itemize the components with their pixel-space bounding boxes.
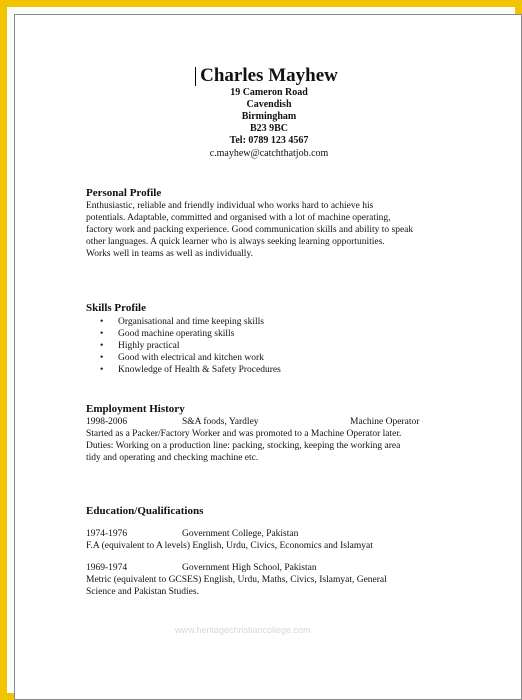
list-item — [86, 316, 454, 328]
cv-header — [15, 65, 522, 160]
education-row — [86, 528, 454, 540]
candidate-name-text: Charles Mayhew — [200, 65, 338, 86]
profile-line: potentials. Adaptable, committed and organised with a lot of machine operating, — [86, 213, 391, 223]
qualification-line: Science and Pakistan Studies. — [86, 587, 199, 597]
qualification-line: Metric (equivalent to GCSES) English, Urdu, Maths, Civics, Islamyat, General — [86, 575, 387, 585]
employment-row — [86, 416, 454, 428]
skill-text: Good machine operating skills — [118, 329, 235, 339]
job-title: Machine Operator — [350, 417, 420, 427]
skill-text: Organisational and time keeping skills — [118, 317, 264, 327]
bullet-icon: • — [100, 365, 104, 375]
bullet-icon: • — [100, 329, 104, 339]
employment-years: 1998-2006 — [86, 417, 128, 427]
institution: Government High School, Pakistan — [182, 563, 317, 573]
bullet-icon: • — [100, 341, 104, 351]
section-heading: Skills Profile — [86, 302, 146, 314]
employment-history-section — [86, 403, 454, 464]
profile-line: other languages. A quick learner who is always seeking learning opportunities. — [86, 237, 385, 247]
address-line: 19 Cameron Road — [230, 87, 308, 98]
skill-text: Highly practical — [118, 341, 180, 351]
employment-line: Started as a Packer/Factory Worker and was promoted to a Machine Operator later. — [86, 429, 402, 439]
watermark: www.heritagechristiancollege.com — [175, 625, 311, 635]
skill-text: Knowledge of Health & Safety Procedures — [118, 365, 281, 375]
telephone: Tel: 0789 123 4567 — [229, 135, 309, 146]
bullet-icon: • — [100, 317, 104, 327]
education-years: 1969-1974 — [86, 563, 128, 573]
section-heading: Education/Qualifications — [86, 505, 204, 517]
personal-profile-section — [86, 187, 454, 260]
address-line: Birmingham — [241, 111, 297, 122]
employer: S&A foods, Yardley — [182, 417, 259, 427]
skill-text: Good with electrical and kitchen work — [118, 353, 264, 363]
institution: Government College, Pakistan — [182, 529, 299, 539]
candidate-name — [15, 65, 522, 87]
text-cursor — [195, 67, 196, 86]
qualification-line: F.A (equivalent to A levels) English, Urdu, Civics, Economics and Islamyat — [86, 541, 373, 551]
employment-line: tidy and operating and checking machine etc. — [86, 453, 259, 463]
skills-list — [86, 316, 454, 376]
employment-line: Duties: Working on a production line: packing, stocking, keeping the working area — [86, 441, 401, 451]
spacer — [86, 552, 454, 562]
address-line: B23 9BC — [249, 123, 289, 134]
document-page — [14, 14, 522, 700]
education-section — [86, 505, 454, 598]
profile-line: factory work and packing experience. Good communication skills and ability to speak — [86, 225, 414, 235]
section-heading: Personal Profile — [86, 187, 162, 199]
education-years: 1974-1976 — [86, 529, 128, 539]
address-line: Cavendish — [246, 99, 292, 110]
section-heading: Employment History — [86, 403, 185, 415]
list-item — [86, 352, 454, 364]
bullet-icon: • — [100, 353, 104, 363]
list-item — [86, 364, 454, 376]
list-item — [86, 328, 454, 340]
profile-line: Enthusiastic, reliable and friendly individual who works hard to achieve his — [86, 201, 374, 211]
email-address[interactable]: c.mayhew@catchthatjob.com — [209, 148, 329, 159]
profile-line: Works well in teams as well as individually. — [86, 249, 253, 259]
list-item — [86, 340, 454, 352]
spacer — [86, 518, 454, 528]
skills-profile-section — [86, 302, 454, 376]
education-row — [86, 562, 454, 574]
